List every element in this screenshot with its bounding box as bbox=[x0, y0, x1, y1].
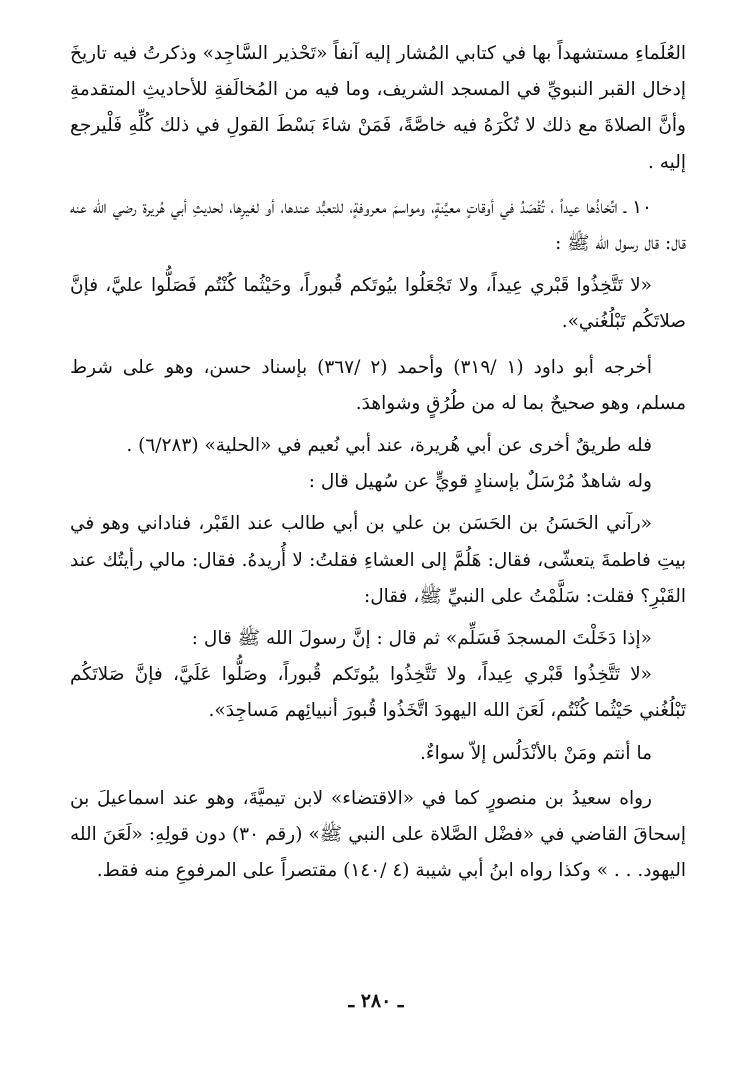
paragraph-10: ما أنتم ومَنْ بالأنْدَلُس إلاّ سواءٌ. bbox=[420, 742, 652, 764]
paragraph-11: رواه سعيدُ بن منصورٍ كما في «الاقتضاء» لابن تيميَّةَ، وهو عند اسماعيلَ بن إسحاقَ القاضي في «فضْل الصَّلاة على النبي ﷺ» (رقم ٣٠) دون قولِهِ: «لَعَنَ الله اليهود. . . » وكذا رواه ابنُ أبي شيبة (٤ /١٤٠) مقتصراً على المرفوعِ منه فقط. bbox=[70, 787, 686, 882]
paragraph-8: «إذا دَخَلْتَ المسجدَ فَسَلِّم» ثم قال : إنَّ رسولَ الله ﷺ قال : bbox=[191, 628, 652, 650]
paragraph-2: ١٠ ـ اتِّخاذُها عيداً ، تُقْصَدُ في أوقاتٍ معيَّنةٍ، ومواسمَ معروفةٍ، للتعبُّد عندها، أو لغيرِها، لحديثِ أبي هُريرة رضي الله عنه قال: قال رسول الله ﷺ : bbox=[70, 196, 686, 255]
paragraph-1: العُلَماءِ مستشهداً بها في كتابي المُشار إليه آنفاً «تَحْذير السَّاجِد» وذكرتُ فيه تاريخَ إدخال القبر النبويِّ في المسجد الشريف، وما فيه من المُخالَفةِ للأحاديثِ المتقدمةِ وأنَّ الصلاةَ مع ذلك لا تُكْرَهُ فيه خاصَّةً، فَمَنْ شاءَ بَسْطَ القولِ في ذلك كُلِّهِ فَلْيرجع إليه . bbox=[70, 43, 686, 173]
paragraph-3: «لا تَتَّخِذُوا قَبْري عِيداً، ولا تَجْعَلُوا بيُوتَكم قُبوراً، وحَيْثُما كُنْتُم فَصَلُّوا عليَّ، فإنَّ صلاتَكُم تَبْلُغُني». bbox=[70, 275, 686, 333]
paragraph-5: فله طريقٌ أخرى عن أبي هُريرة، عند أبي نُعيم في «الحلية» (٦/٢٨٣) . bbox=[126, 435, 652, 457]
paragraph-9: «لا تَتَّخِذُوا قَبْري عِيداً، ولا تَتَّخِذُوا بيُوتَكم قُبوراً، وصَلُّوا عَلَيَّ، فإنَّ صَلاتَكُم تَبْلُغُني حَيْثُما كُنْتُم، لَعَنَ الله اليهودَ اتَّخَذُوا قُبورَ أنبيائِهم مَساجِدَ». bbox=[70, 664, 686, 722]
page-body bbox=[70, 36, 686, 889]
page-number: ـ ٢٨٠ ـ bbox=[348, 990, 404, 1012]
paragraph-7: «رآني الحَسَنُ بن الحَسَن بن علي بن أبي طالب عند القَبْر، فناداني وهو في بيتِ فاطمةَ يتعشّى، فقال: هَلُمَّ إلى العشاءِ فقلتُ: لا أُريدهُ. فقال: مالي رأيتُك عند القَبْرِ؟ فقلت: سَلَّمْتُ على النبيِّ ﷺ، فقال: bbox=[70, 513, 686, 607]
paragraph-4: أخرجه أبو داود (١ /٣١٩) وأحمد (٢ /٣٦٧) بإسناد حسن، وهو على شرط مسلم، وهو صحيحٌ بما له من طُرُقٍ وشواهدَ. bbox=[70, 356, 686, 414]
paragraph-6: وله شاهدٌ مُرْسَلٌ بإسنادٍ قويٍّ عن سُهيل قال : bbox=[308, 471, 652, 493]
